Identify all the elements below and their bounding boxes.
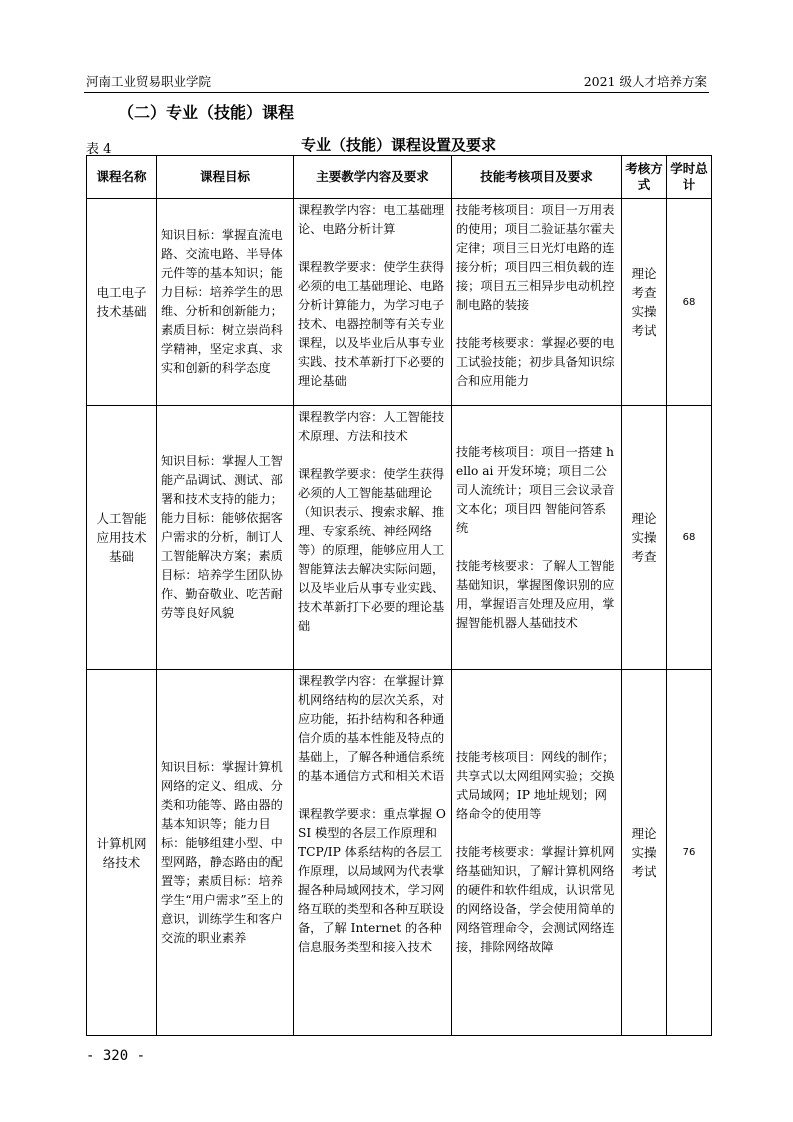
skill-assessment xyxy=(452,406,622,670)
skill-assessment xyxy=(452,199,622,406)
course-goal: 知识目标：掌握直流电路、交流电路、半导体元件等的基本知识；能力目标：培养学生的思维、分析和创新能力；素质目标：树立崇尚科学精神，坚定求真、求实和创新的科学态度 xyxy=(157,199,294,406)
header-school: 河南工业贸易职业学院 xyxy=(86,74,212,89)
total-hours: 76 xyxy=(667,670,712,1036)
col-header-content: 主要教学内容及要求 xyxy=(294,156,452,199)
skill-assessment xyxy=(452,670,622,1036)
course-content xyxy=(294,199,452,406)
table-row xyxy=(87,670,712,1036)
requirement-text: 课程教学要求：使学生获得必须的电工基础理论、电路分析计算能力，为学习电子技术、电器控制等有关专业课程，以及毕业后从事专业实践、技术革新打下必要的理论基础 xyxy=(298,260,445,388)
course-goal: 知识目标：掌握人工智能产品调试、测试、部署和技术支持的能力；能力目标：能够依据客户需求的分析，制订人工智能解决方案；素质目标：培养学生团队协作、勤奋敬业、吃苦耐劳等良好风貌 xyxy=(157,406,294,670)
course-name: 计算机网络技术 xyxy=(87,670,157,1036)
col-header-hours: 学时总计 xyxy=(667,156,712,199)
table-label: 表 4 xyxy=(86,142,112,157)
content-text: 课程教学内容：人工智能技术原理、方法和技术 xyxy=(298,410,445,443)
course-content xyxy=(294,406,452,670)
table-header-row xyxy=(87,156,712,199)
skill-items: 技能考核项目：项目一搭建 hello ai 开发环境；项目二公司人流统计；项目三会议录音文本化；项目四 智能问答系统 xyxy=(456,444,615,535)
col-header-goal: 课程目标 xyxy=(157,156,294,199)
skill-requirements: 技能考核要求：了解人工智能基础知识，掌握图像识别的应用，掌握语言处理及应用，掌握智能机器人基础技术 xyxy=(456,558,615,630)
skill-requirements: 技能考核要求：掌握计算机网络基础知识，了解计算机网络的硬件和软件组成，认识常见的网络设备，学会使用简单的网络管理命令，会测试网络连接，排除网络故障 xyxy=(456,845,615,954)
header-rule xyxy=(84,92,709,93)
assessment-method: 理论实操考查 xyxy=(622,406,667,670)
col-header-skill: 技能考核项目及要求 xyxy=(452,156,622,199)
table-title: 专业（技能）课程设置及要求 xyxy=(300,136,496,154)
content-text: 课程教学内容：在掌握计算机网络结构的层次关系，对应功能，拓扑结构和各种通信介质的基本性能及特点的基础上，了解各种通信系统的基本通信方式和相关术语 xyxy=(298,674,445,783)
course-goal: 知识目标：掌握计算机网络的定义、组成、分类和功能等、路由器的基本知识等；能力目标：能够组建小型、中型网路，静态路由的配置等；素质目标：培养学生“用户需求”至上的意识，训练学生和客户交流的职业素养 xyxy=(157,670,294,1036)
skill-requirements: 技能考核要求：掌握必要的电工试验技能；初步具备知识综合和应用能力 xyxy=(456,336,615,388)
assessment-method: 理论考查实操考试 xyxy=(622,199,667,406)
skill-items: 技能考核项目：项目一万用表的使用；项目二验证基尔霍夫定律；项目三日光灯电路的连接分析；项目四三相负载的连接；项目五三相异步电动机控制电路的装接 xyxy=(456,203,615,312)
skill-items: 技能考核项目：网线的制作；共享式以太网组网实验；交换式局域网；IP 地址规划；网络命令的使用等 xyxy=(456,750,615,821)
total-hours: 68 xyxy=(667,199,712,406)
total-hours: 68 xyxy=(667,406,712,670)
section-title: （二）专业（技能）课程 xyxy=(118,103,295,122)
course-content xyxy=(294,670,452,1036)
assessment-method: 理论实操考试 xyxy=(622,670,667,1036)
table-row xyxy=(87,406,712,670)
requirement-text: 课程教学要求：重点掌握 OSI 模型的各层工作原理和 TCP/IP 体系结构的各层工作原理，以局域网为代表掌握各种局域网技术，学习网络互联的类型和各种互联设备，了解 Internet 的各种信息服务类型和接入技术 xyxy=(298,807,446,954)
requirement-text: 课程教学要求：使学生获得必须的人工智能基础理论（知识表示、搜索求解、推理、专家系统、神经网络等）的原理，能够应用人工智能算法去解决实际问题，以及毕业后从事专业实践、技术革新打下必要的理论基础 xyxy=(298,467,445,633)
header-doc-title: 2021 级人才培养方案 xyxy=(583,74,707,89)
course-name: 人工智能应用技术基础 xyxy=(87,406,157,670)
table-row xyxy=(87,199,712,406)
col-header-assess: 考核方式 xyxy=(622,156,667,199)
course-name: 电工电子技术基础 xyxy=(87,199,157,406)
content-text: 课程教学内容：电工基础理论、电路分析计算 xyxy=(298,203,445,236)
course-table xyxy=(86,155,712,1036)
col-header-name: 课程名称 xyxy=(87,156,157,199)
page-number: - 320 - xyxy=(86,1048,146,1064)
